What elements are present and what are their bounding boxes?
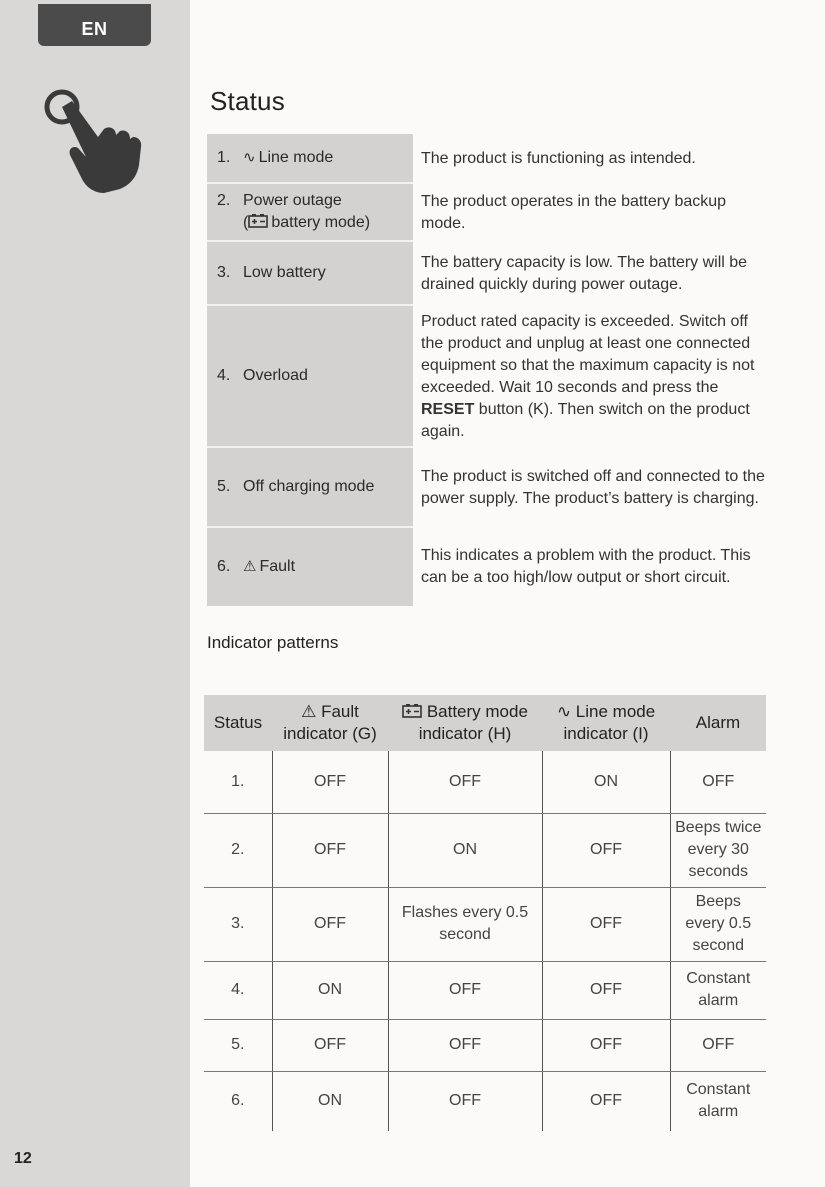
battery-icon [402, 704, 422, 718]
status-row [207, 528, 772, 606]
status-label: 5. Off charging mode [207, 448, 413, 528]
warning-triangle-icon: ⚠ [243, 558, 257, 575]
status-label: 4. Overload [207, 306, 413, 448]
table-row: 3. OFF Flashes every 0.5 second OFF Beeps every 0.5 second [204, 887, 766, 961]
header-fault: ⚠ Fault indicator (G) [272, 695, 388, 751]
status-row [207, 134, 772, 184]
header-battery: Battery mode indicator (H) [388, 695, 542, 751]
indicator-patterns-heading: Indicator patterns [207, 633, 339, 652]
sine-wave-icon: ∿ [556, 702, 572, 721]
header-status: Status [204, 695, 272, 751]
indicator-table [204, 695, 766, 1131]
status-description: This indicates a problem with the product. This can be a too high/low output or short circuit. [421, 547, 751, 586]
status-description: The product is functioning as intended. [421, 150, 696, 167]
hand-touch-icon [40, 85, 150, 195]
indicator-header-row [204, 695, 766, 751]
status-description: The product is switched off and connected to the power supply. The product’s battery is charging. [421, 468, 765, 507]
reset-keyword: RESET [421, 401, 475, 418]
table-row: 4. ON OFF OFF Constant alarm [204, 961, 766, 1019]
page-number: 12 [14, 1150, 32, 1167]
status-row [207, 242, 772, 306]
status-label: 2. Power outage ( battery mode) [207, 184, 413, 242]
status-label: 3. Low battery [207, 242, 413, 306]
status-row [207, 448, 772, 528]
table-row: 1. OFF OFF ON OFF [204, 751, 766, 813]
header-alarm: Alarm [670, 695, 766, 751]
table-row: 5. OFF OFF OFF OFF [204, 1019, 766, 1071]
page-title: Status [210, 86, 285, 116]
status-description: Product rated capacity is exceeded. Switch off the product and unplug at least one connected equipment so that the maximum capacity is not exceeded. Wait 10 seconds and press the RESET button (K). Then switch on the product again. [421, 313, 755, 440]
status-row [207, 184, 772, 242]
warning-triangle-icon: ⚠ [301, 702, 317, 721]
status-label: 6. ⚠ Fault [207, 528, 413, 606]
language-tab[interactable]: EN [38, 4, 151, 46]
status-row [207, 306, 772, 448]
status-table [207, 134, 772, 606]
status-description: The product operates in the battery backup mode. [421, 193, 727, 232]
header-line-mode: ∿ Line mode indicator (I) [542, 695, 670, 751]
table-row: 6. ON OFF OFF Constant alarm [204, 1071, 766, 1131]
sine-wave-icon: ∿ [243, 149, 256, 166]
status-label: 1. ∿ Line mode [207, 134, 413, 184]
sidebar [0, 0, 190, 1187]
table-row: 2. OFF ON OFF Beeps twice every 30 seconds [204, 813, 766, 887]
status-description: The battery capacity is low. The battery will be drained quickly during power outage. [421, 254, 748, 293]
battery-icon [248, 214, 268, 228]
